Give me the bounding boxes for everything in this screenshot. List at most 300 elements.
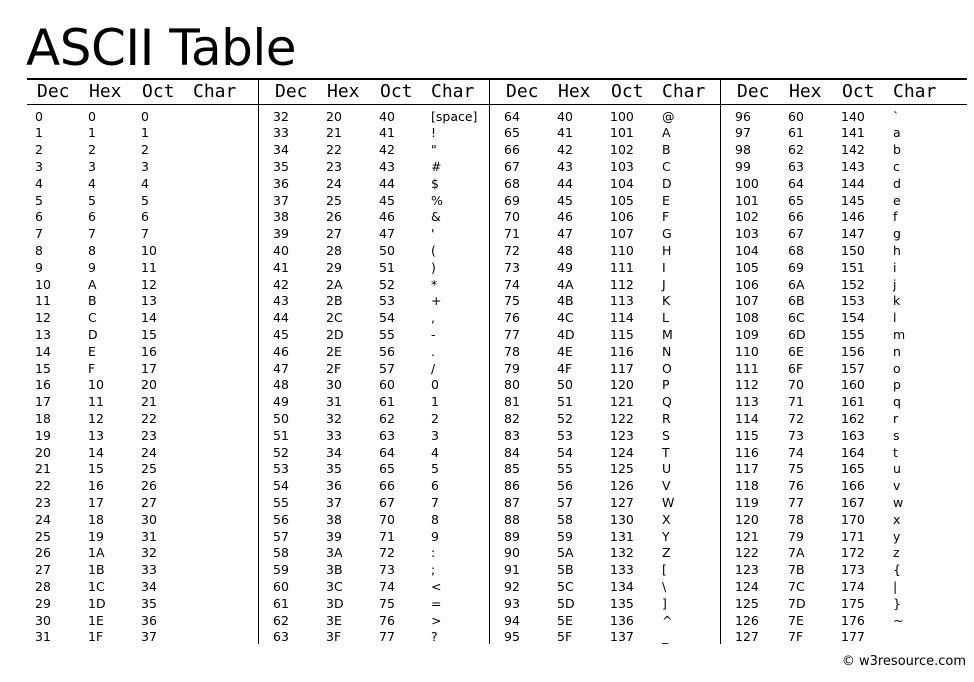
cell-dec: 112 — [735, 377, 759, 393]
cell-hex: 8 — [88, 242, 96, 258]
cell-dec: 79 — [504, 360, 520, 376]
cell-dec: 71 — [504, 226, 520, 242]
cell-hex: 48 — [557, 242, 573, 258]
cell-hex: 65 — [788, 192, 804, 208]
cell-dec: 32 — [273, 108, 289, 124]
cell-hex: 12 — [88, 410, 104, 426]
cell-char: T — [662, 444, 670, 460]
cell-hex: 7A — [788, 545, 805, 561]
cell-oct: 162 — [841, 410, 865, 426]
cell-oct: 5 — [141, 192, 149, 208]
cell-char: d — [893, 175, 901, 191]
cell-hex: 6A — [788, 276, 805, 292]
cell-oct: 137 — [610, 629, 634, 645]
cell-hex: 2D — [326, 326, 344, 342]
cell-hex: 2A — [326, 276, 343, 292]
cell-oct: 120 — [610, 377, 634, 393]
cell-char: ~ — [893, 612, 904, 628]
cell-oct: 66 — [379, 478, 395, 494]
cell-oct: 60 — [379, 377, 395, 393]
cell-oct: 46 — [379, 209, 395, 225]
cell-oct: 16 — [141, 343, 157, 359]
cell-char: 4 — [431, 444, 439, 460]
cell-dec: 80 — [504, 377, 520, 393]
column-header-dec: Dec — [37, 81, 70, 102]
cell-oct: 2 — [141, 142, 149, 158]
cell-oct: 107 — [610, 226, 634, 242]
cell-char: = — [431, 595, 442, 611]
cell-char: > — [431, 612, 442, 628]
cell-hex: 6E — [788, 343, 804, 359]
cell-oct: 42 — [379, 142, 395, 158]
cell-oct: 171 — [841, 528, 865, 544]
cell-dec: 92 — [504, 578, 520, 594]
cell-hex: 58 — [557, 511, 573, 527]
cell-dec: 66 — [504, 142, 520, 158]
cell-hex: 56 — [557, 478, 573, 494]
cell-oct: 166 — [841, 478, 865, 494]
cell-char: h — [893, 242, 901, 258]
cell-dec: 122 — [735, 545, 759, 561]
cell-hex: 4B — [557, 293, 574, 309]
cell-hex: 4C — [557, 310, 574, 326]
cell-dec: 49 — [273, 394, 289, 410]
cell-oct: 51 — [379, 259, 395, 275]
cell-char: 0 — [431, 377, 439, 393]
cell-dec: 28 — [35, 578, 51, 594]
cell-dec: 93 — [504, 595, 520, 611]
cell-dec: 117 — [735, 461, 759, 477]
cell-dec: 113 — [735, 394, 759, 410]
cell-oct: 111 — [610, 259, 634, 275]
cell-char: ' — [431, 226, 435, 242]
column-header-hex: Hex — [89, 81, 122, 102]
cell-dec: 91 — [504, 562, 520, 578]
cell-dec: 19 — [35, 427, 51, 443]
cell-hex: 7 — [88, 226, 96, 242]
cell-dec: 17 — [35, 394, 51, 410]
cell-oct: 77 — [379, 629, 395, 645]
cell-dec: 90 — [504, 545, 520, 561]
cell-oct: 101 — [610, 125, 634, 141]
cell-oct: 117 — [610, 360, 634, 376]
cell-oct: 72 — [379, 545, 395, 561]
cell-dec: 41 — [273, 259, 289, 275]
cell-oct: 176 — [841, 612, 865, 628]
cell-hex: 4A — [557, 276, 574, 292]
cell-dec: 29 — [35, 595, 51, 611]
cell-oct: 167 — [841, 494, 865, 510]
cell-hex: 17 — [88, 494, 104, 510]
cell-dec: 34 — [273, 142, 289, 158]
cell-char: 9 — [431, 528, 439, 544]
cell-dec: 56 — [273, 511, 289, 527]
cell-hex: B — [88, 293, 97, 309]
cell-oct: 110 — [610, 242, 634, 258]
cell-char: / — [431, 360, 436, 376]
cell-oct: 146 — [841, 209, 865, 225]
cell-dec: 76 — [504, 310, 520, 326]
cell-dec: 87 — [504, 494, 520, 510]
cell-hex: 74 — [788, 444, 804, 460]
cell-hex: 77 — [788, 494, 804, 510]
cell-dec: 74 — [504, 276, 520, 292]
cell-oct: 115 — [610, 326, 634, 342]
cell-char: X — [662, 511, 671, 527]
cell-char: | — [893, 578, 898, 594]
cell-oct: 164 — [841, 444, 865, 460]
cell-hex: 1C — [88, 578, 105, 594]
cell-char: s — [893, 427, 900, 443]
cell-hex: 43 — [557, 158, 573, 174]
cell-dec: 89 — [504, 528, 520, 544]
cell-dec: 2 — [35, 142, 43, 158]
cell-hex: 5F — [557, 629, 573, 645]
cell-dec: 18 — [35, 410, 51, 426]
cell-char: $ — [431, 175, 439, 191]
cell-char: @ — [662, 108, 675, 124]
cell-oct: 71 — [379, 528, 395, 544]
cell-char: S — [662, 427, 670, 443]
cell-oct: 174 — [841, 578, 865, 594]
cell-char: + — [431, 293, 442, 309]
cell-oct: 143 — [841, 158, 865, 174]
cell-dec: 73 — [504, 259, 520, 275]
cell-oct: 33 — [141, 562, 157, 578]
cell-dec: 126 — [735, 612, 759, 628]
cell-dec: 111 — [735, 360, 759, 376]
cell-dec: 106 — [735, 276, 759, 292]
column-divider — [720, 78, 721, 644]
cell-oct: 25 — [141, 461, 157, 477]
cell-dec: 123 — [735, 562, 759, 578]
cell-oct: 31 — [141, 528, 157, 544]
cell-hex: 59 — [557, 528, 573, 544]
cell-char: z — [893, 545, 900, 561]
cell-hex: 55 — [557, 461, 573, 477]
cell-dec: 62 — [273, 612, 289, 628]
cell-oct: 44 — [379, 175, 395, 191]
copyright-footer: © w3resource.com — [841, 654, 966, 669]
cell-hex: 32 — [326, 410, 342, 426]
cell-hex: 0 — [88, 108, 96, 124]
cell-oct: 112 — [610, 276, 634, 292]
cell-oct: 21 — [141, 394, 157, 410]
cell-oct: 57 — [379, 360, 395, 376]
cell-char: P — [662, 377, 670, 393]
cell-oct: 102 — [610, 142, 634, 158]
cell-dec: 4 — [35, 175, 43, 191]
cell-oct: 153 — [841, 293, 865, 309]
cell-dec: 55 — [273, 494, 289, 510]
cell-oct: 14 — [141, 310, 157, 326]
cell-oct: 155 — [841, 326, 865, 342]
cell-dec: 43 — [273, 293, 289, 309]
cell-oct: 63 — [379, 427, 395, 443]
cell-hex: 6 — [88, 209, 96, 225]
cell-hex: 64 — [788, 175, 804, 191]
cell-oct: 144 — [841, 175, 865, 191]
cell-oct: 156 — [841, 343, 865, 359]
cell-hex: 67 — [788, 226, 804, 242]
cell-oct: 76 — [379, 612, 395, 628]
cell-char: [space] — [431, 108, 478, 124]
cell-hex: 7D — [788, 595, 806, 611]
cell-dec: 104 — [735, 242, 759, 258]
cell-dec: 69 — [504, 192, 520, 208]
cell-char: r — [893, 410, 899, 426]
column-header-dec: Dec — [737, 81, 770, 102]
cell-dec: 78 — [504, 343, 520, 359]
cell-hex: 47 — [557, 226, 573, 242]
cell-hex: 25 — [326, 192, 342, 208]
cell-dec: 77 — [504, 326, 520, 342]
cell-dec: 9 — [35, 259, 43, 275]
cell-hex: 13 — [88, 427, 104, 443]
column-header-oct: Oct — [611, 81, 644, 102]
cell-oct: 35 — [141, 595, 157, 611]
cell-char: , — [431, 310, 435, 326]
cell-char: } — [893, 595, 901, 611]
cell-oct: 133 — [610, 562, 634, 578]
cell-hex: 35 — [326, 461, 342, 477]
cell-oct: 1 — [141, 125, 149, 141]
cell-dec: 82 — [504, 410, 520, 426]
cell-char: F — [662, 209, 670, 225]
cell-hex: 73 — [788, 427, 804, 443]
cell-hex: 9 — [88, 259, 96, 275]
cell-dec: 110 — [735, 343, 759, 359]
cell-oct: 26 — [141, 478, 157, 494]
cell-hex: 70 — [788, 377, 804, 393]
cell-char: C — [662, 158, 671, 174]
cell-dec: 5 — [35, 192, 43, 208]
cell-oct: 121 — [610, 394, 634, 410]
cell-oct: 152 — [841, 276, 865, 292]
cell-hex: E — [88, 343, 96, 359]
cell-oct: 73 — [379, 562, 395, 578]
cell-oct: 160 — [841, 377, 865, 393]
cell-hex: 4F — [557, 360, 573, 376]
cell-dec: 124 — [735, 578, 759, 594]
cell-hex: 24 — [326, 175, 342, 191]
cell-char: e — [893, 192, 901, 208]
cell-hex: 18 — [88, 511, 104, 527]
cell-oct: 172 — [841, 545, 865, 561]
cell-char: { — [893, 562, 901, 578]
cell-dec: 21 — [35, 461, 51, 477]
cell-char: H — [662, 242, 672, 258]
cell-hex: 37 — [326, 494, 342, 510]
cell-dec: 95 — [504, 629, 520, 645]
cell-char: g — [893, 226, 901, 242]
cell-hex: 1D — [88, 595, 106, 611]
cell-oct: 65 — [379, 461, 395, 477]
cell-hex: C — [88, 310, 97, 326]
column-header-dec: Dec — [506, 81, 539, 102]
cell-hex: 78 — [788, 511, 804, 527]
cell-dec: 86 — [504, 478, 520, 494]
cell-char: o — [893, 360, 901, 376]
cell-dec: 33 — [273, 125, 289, 141]
cell-dec: 45 — [273, 326, 289, 342]
cell-dec: 20 — [35, 444, 51, 460]
cell-hex: 31 — [326, 394, 342, 410]
cell-hex: 7F — [788, 629, 804, 645]
cell-oct: 103 — [610, 158, 634, 174]
cell-oct: 130 — [610, 511, 634, 527]
cell-char: ? — [431, 629, 438, 645]
cell-char: U — [662, 461, 672, 477]
cell-dec: 109 — [735, 326, 759, 342]
cell-char: B — [662, 142, 671, 158]
cell-hex: 62 — [788, 142, 804, 158]
cell-hex: 4E — [557, 343, 573, 359]
cell-oct: 36 — [141, 612, 157, 628]
page-title: ASCII Table — [26, 19, 297, 77]
cell-oct: 161 — [841, 394, 865, 410]
column-header-hex: Hex — [327, 81, 360, 102]
cell-oct: 141 — [841, 125, 865, 141]
cell-hex: 36 — [326, 478, 342, 494]
cell-oct: 50 — [379, 242, 395, 258]
column-header-oct: Oct — [380, 81, 413, 102]
cell-hex: 7C — [788, 578, 805, 594]
cell-hex: 27 — [326, 226, 342, 242]
cell-oct: 53 — [379, 293, 395, 309]
cell-char: a — [893, 125, 901, 141]
cell-dec: 25 — [35, 528, 51, 544]
cell-char: j — [893, 276, 897, 292]
cell-dec: 70 — [504, 209, 520, 225]
cell-dec: 50 — [273, 410, 289, 426]
cell-hex: 1 — [88, 125, 96, 141]
cell-char: i — [893, 259, 897, 275]
cell-oct: 43 — [379, 158, 395, 174]
cell-char: J — [662, 276, 666, 292]
cell-dec: 11 — [35, 293, 51, 309]
cell-hex: 5 — [88, 192, 96, 208]
cell-char: R — [662, 410, 671, 426]
cell-char: Q — [662, 394, 672, 410]
cell-hex: 10 — [88, 377, 104, 393]
cell-dec: 81 — [504, 394, 520, 410]
cell-oct: 126 — [610, 478, 634, 494]
cell-hex: 4D — [557, 326, 575, 342]
cell-char: < — [431, 578, 442, 594]
cell-dec: 36 — [273, 175, 289, 191]
cell-hex: 3C — [326, 578, 343, 594]
cell-hex: 30 — [326, 377, 342, 393]
cell-dec: 57 — [273, 528, 289, 544]
cell-hex: 72 — [788, 410, 804, 426]
cell-dec: 30 — [35, 612, 51, 628]
cell-dec: 3 — [35, 158, 43, 174]
cell-hex: 4 — [88, 175, 96, 191]
column-header-char: Char — [662, 81, 706, 102]
cell-hex: 5C — [557, 578, 574, 594]
cell-dec: 75 — [504, 293, 520, 309]
cell-oct: 154 — [841, 310, 865, 326]
cell-char: \ — [662, 578, 667, 594]
cell-oct: 27 — [141, 494, 157, 510]
cell-char: A — [662, 125, 671, 141]
cell-dec: 99 — [735, 158, 751, 174]
cell-oct: 74 — [379, 578, 395, 594]
cell-oct: 114 — [610, 310, 634, 326]
cell-oct: 116 — [610, 343, 634, 359]
cell-dec: 27 — [35, 562, 51, 578]
cell-hex: 38 — [326, 511, 342, 527]
cell-hex: 20 — [326, 108, 342, 124]
cell-dec: 58 — [273, 545, 289, 561]
cell-hex: 71 — [788, 394, 804, 410]
cell-hex: 29 — [326, 259, 342, 275]
cell-dec: 61 — [273, 595, 289, 611]
cell-hex: 15 — [88, 461, 104, 477]
cell-dec: 94 — [504, 612, 520, 628]
cell-dec: 54 — [273, 478, 289, 494]
cell-hex: 33 — [326, 427, 342, 443]
cell-hex: 22 — [326, 142, 342, 158]
cell-hex: 7E — [788, 612, 804, 628]
cell-oct: 61 — [379, 394, 395, 410]
cell-dec: 60 — [273, 578, 289, 594]
cell-dec: 100 — [735, 175, 759, 191]
cell-char: N — [662, 343, 672, 359]
cell-hex: 1B — [88, 562, 105, 578]
cell-dec: 31 — [35, 629, 51, 645]
cell-hex: 14 — [88, 444, 104, 460]
cell-oct: 7 — [141, 226, 149, 242]
cell-dec: 37 — [273, 192, 289, 208]
cell-dec: 72 — [504, 242, 520, 258]
cell-dec: 101 — [735, 192, 759, 208]
cell-oct: 37 — [141, 629, 157, 645]
cell-hex: 2 — [88, 142, 96, 158]
cell-oct: 23 — [141, 427, 157, 443]
cell-hex: 76 — [788, 478, 804, 494]
column-divider — [258, 78, 259, 644]
cell-hex: 51 — [557, 394, 573, 410]
cell-hex: 2E — [326, 343, 342, 359]
column-header-dec: Dec — [275, 81, 308, 102]
cell-dec: 40 — [273, 242, 289, 258]
cell-oct: 54 — [379, 310, 395, 326]
cell-oct: 177 — [841, 629, 865, 645]
cell-oct: 0 — [141, 108, 149, 124]
cell-hex: 28 — [326, 242, 342, 258]
cell-hex: 49 — [557, 259, 573, 275]
cell-char: v — [893, 478, 901, 494]
cell-char: O — [662, 360, 672, 376]
cell-dec: 98 — [735, 142, 751, 158]
column-divider — [489, 78, 490, 644]
cell-hex: 42 — [557, 142, 573, 158]
header-bottom-rule — [27, 104, 967, 105]
cell-char: Y — [662, 528, 670, 544]
cell-oct: 62 — [379, 410, 395, 426]
cell-char: ] — [662, 595, 667, 611]
cell-hex: 11 — [88, 394, 104, 410]
cell-hex: 69 — [788, 259, 804, 275]
cell-char: ! — [431, 125, 437, 141]
cell-oct: 67 — [379, 494, 395, 510]
cell-hex: 6C — [788, 310, 805, 326]
column-header-hex: Hex — [789, 81, 822, 102]
cell-dec: 39 — [273, 226, 289, 242]
cell-dec: 114 — [735, 410, 759, 426]
